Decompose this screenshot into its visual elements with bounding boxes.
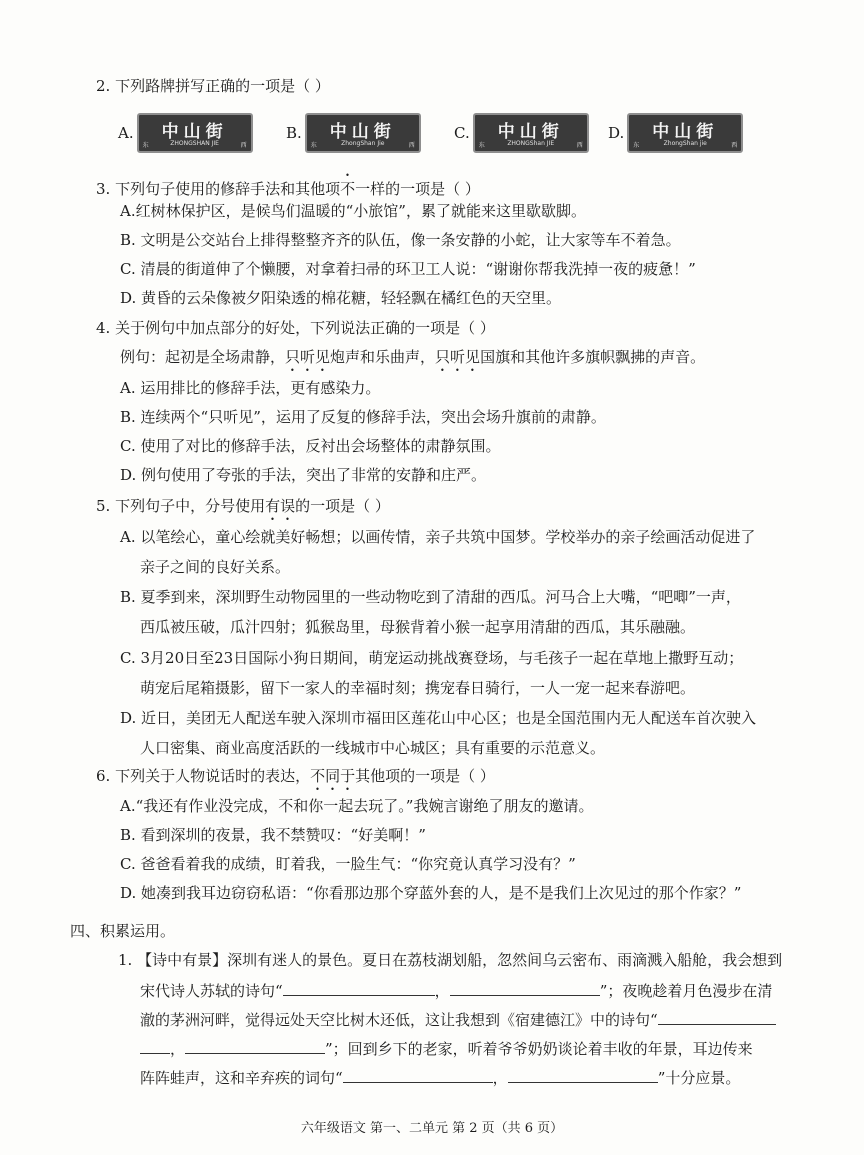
q5-option-b-cont: 西瓜被压破，瓜汁四射；狐猴岛里，母猴背着小猴一起享用清甜的西瓜，其乐融融。 bbox=[140, 618, 696, 636]
sign-east: 东 bbox=[310, 142, 317, 149]
q3-option-d[interactable]: D. 黄昏的云朵像被夕阳染透的棉花糖，轻轻飘在橘红色的天空里。 bbox=[120, 289, 562, 307]
q2-stem: 2. 下列路牌拼写正确的一项是（ ） bbox=[96, 77, 330, 95]
sign-west: 西 bbox=[731, 142, 738, 149]
q5-option-d[interactable]: D. 近日，美团无人配送车驶入深圳市福田区莲花山中心区；也是全国范围内无人配送车首次驶入 bbox=[120, 709, 757, 727]
poem-question-line-5: 阵阵蛙声，这和辛弃疾的词句“ ， ”十分应景。 bbox=[140, 1066, 740, 1089]
answer-blank-5[interactable] bbox=[343, 1066, 493, 1083]
street-sign-image bbox=[305, 113, 421, 153]
emphasis-zhi-ting-jian-1: 只听见 bbox=[285, 348, 331, 366]
sign-chinese: 中山街 bbox=[652, 122, 719, 142]
emphasis-zhi-ting-jian-2: 只听见 bbox=[435, 348, 481, 366]
sign-chinese: 中山街 bbox=[497, 122, 564, 142]
answer-blank-1[interactable] bbox=[283, 979, 435, 996]
option-letter: D. bbox=[608, 124, 625, 142]
sign-chinese: 中山街 bbox=[329, 122, 396, 142]
sign-pinyin: ZHONGSHAN JIE bbox=[170, 140, 219, 147]
q4-option-a[interactable]: A. 运用排比的修辞手法，更有感染力。 bbox=[120, 379, 381, 397]
q2-sign-options bbox=[118, 113, 758, 159]
sign-west: 西 bbox=[408, 142, 415, 149]
q3-option-c[interactable]: C. 清晨的街道伸了个懒腰，对拿着扫帚的环卫工人说：“谢谢你帮我洗掉一夜的疲惫！” bbox=[120, 260, 696, 278]
sign-pinyin: ZhongShan jie bbox=[663, 140, 707, 147]
q6-stem: 6. 下列关于人物说话时的表达，不同于其他项的一项是（ ） bbox=[96, 767, 495, 785]
q3-stem: 3. 下列句子使用的修辞手法和其他项不一样的一项是（ ） bbox=[96, 180, 480, 198]
q6-option-a[interactable]: A.“我还有作业没完成，不和你一起去玩了。”我婉言谢绝了朋友的邀请。 bbox=[120, 797, 594, 815]
sign-west: 西 bbox=[576, 142, 583, 149]
q2-option-d[interactable] bbox=[608, 113, 743, 153]
q4-option-d[interactable]: D. 例句使用了夸张的手法，突出了非常的安静和庄严。 bbox=[120, 466, 487, 484]
q5-option-a[interactable]: A. 以笔绘心，童心绘就美好畅想；以画传情，亲子共筑中国梦。学校举办的亲子绘画活动促进了 bbox=[120, 528, 756, 546]
sign-pinyin: ZhongShan Jie bbox=[341, 140, 385, 147]
q5-option-d-cont: 人口密集、商业高度活跃的一线城市中心城区；具有重要的示范意义。 bbox=[140, 739, 606, 757]
q2-option-a[interactable] bbox=[118, 113, 253, 153]
answer-blank-4[interactable] bbox=[185, 1037, 325, 1054]
sign-west: 西 bbox=[240, 142, 247, 149]
q4-stem: 4. 关于例句中加点部分的好处，下列说法正确的一项是（ ） bbox=[96, 319, 495, 337]
street-sign-image bbox=[627, 113, 743, 153]
emphasis-bu-tong-yu: 不同于 bbox=[310, 767, 356, 785]
q6-option-c[interactable]: C. 爸爸看着我的成绩，盯着我，一脸生气：“你究竟认真学习没有？” bbox=[120, 855, 576, 873]
q5-option-c-cont: 萌宠后尾箱摄影，留下一家人的幸福时刻；携宠春日骑行，一人一宠一起来春游吧。 bbox=[140, 679, 696, 697]
sign-pinyin: ZHONGShan JIE bbox=[507, 140, 555, 147]
page-footer: 六年级语文 第一、二单元 第 2 页（共 6 页） bbox=[300, 1121, 564, 1136]
poem-question-line-3: 澈的茅洲河畔，觉得远处天空比树木还低，这让我想到《宿建德江》中的诗句“ bbox=[140, 1008, 776, 1031]
answer-blank-2[interactable] bbox=[450, 979, 600, 996]
answer-blank-3[interactable] bbox=[658, 1008, 776, 1025]
poem-question-line-1: 1. 【诗中有景】深圳有迷人的景色。夏日在荔枝湖划船，忽然间乌云密布、雨滴溅入船舱，我会想到 bbox=[118, 951, 783, 969]
q6-option-d[interactable]: D. 她凑到我耳边窃窃私语：“你看那边那个穿蓝外套的人，是不是我们上次见过的那个作家？” bbox=[120, 884, 742, 902]
q3-option-a[interactable]: A.红树林保护区，是候鸟们温暖的“小旅馆”，累了就能来这里歇歇脚。 bbox=[120, 202, 586, 220]
sign-east: 东 bbox=[633, 142, 640, 149]
answer-blank-3-cont[interactable] bbox=[140, 1037, 170, 1054]
poem-question-line-2: 宋代诗人苏轼的诗句“ ， ”；夜晚趁着月色漫步在清 bbox=[140, 979, 772, 1002]
q5-option-c[interactable]: C. 3月20日至23日国际小狗日期间，萌宠运动挑战赛登场，与毛孩子一起在草地上撒野互动； bbox=[120, 649, 744, 667]
option-letter: C. bbox=[454, 124, 470, 142]
poem-question-line-4: ， ”；回到乡下的老家，听着爷爷奶奶谈论着丰收的年景，耳边传来 bbox=[140, 1037, 753, 1060]
emphasis-you-wu: 有误 bbox=[265, 497, 296, 515]
q4-option-c[interactable]: C. 使用了对比的修辞手法，反衬出会场整体的肃静氛围。 bbox=[120, 437, 501, 455]
q5-option-a-cont: 亲子之间的良好关系。 bbox=[140, 558, 291, 576]
q2-option-c[interactable] bbox=[454, 113, 589, 153]
sign-east: 东 bbox=[478, 142, 485, 149]
q5-option-b[interactable]: B. 夏季到来，深圳野生动物园里的一些动物吃到了清甜的西瓜。河马合上大嘴，“吧唧”一声， bbox=[120, 588, 741, 606]
answer-blank-6[interactable] bbox=[508, 1066, 658, 1083]
q4-option-b[interactable]: B. 连续两个“只听见”，运用了反复的修辞手法，突出会场升旗前的肃静。 bbox=[120, 408, 606, 426]
q2-option-b[interactable] bbox=[286, 113, 421, 153]
street-sign-image bbox=[473, 113, 589, 153]
q6-option-b[interactable]: B. 看到深圳的夜景，我不禁赞叹：“好美啊！” bbox=[120, 826, 426, 844]
street-sign-image bbox=[137, 113, 253, 153]
option-letter: B. bbox=[286, 124, 302, 142]
sign-east: 东 bbox=[142, 142, 149, 149]
option-letter: A. bbox=[118, 124, 134, 142]
sign-chinese: 中山街 bbox=[161, 122, 228, 142]
q5-stem: 5. 下列句子中，分号使用有误的一项是（ ） bbox=[96, 497, 390, 515]
q4-example: 例句：起初是全场肃静，只听见炮声和乐曲声，只听见国旗和其他许多旗帜飘拂的声音。 bbox=[120, 348, 706, 366]
section-heading: 四、积累运用。 bbox=[70, 922, 176, 940]
emphasis-not: 不 bbox=[340, 180, 356, 198]
q3-option-b[interactable]: B. 文明是公交站台上排得整整齐齐的队伍，像一条安静的小蛇，让大家等车不着急。 bbox=[120, 231, 681, 249]
